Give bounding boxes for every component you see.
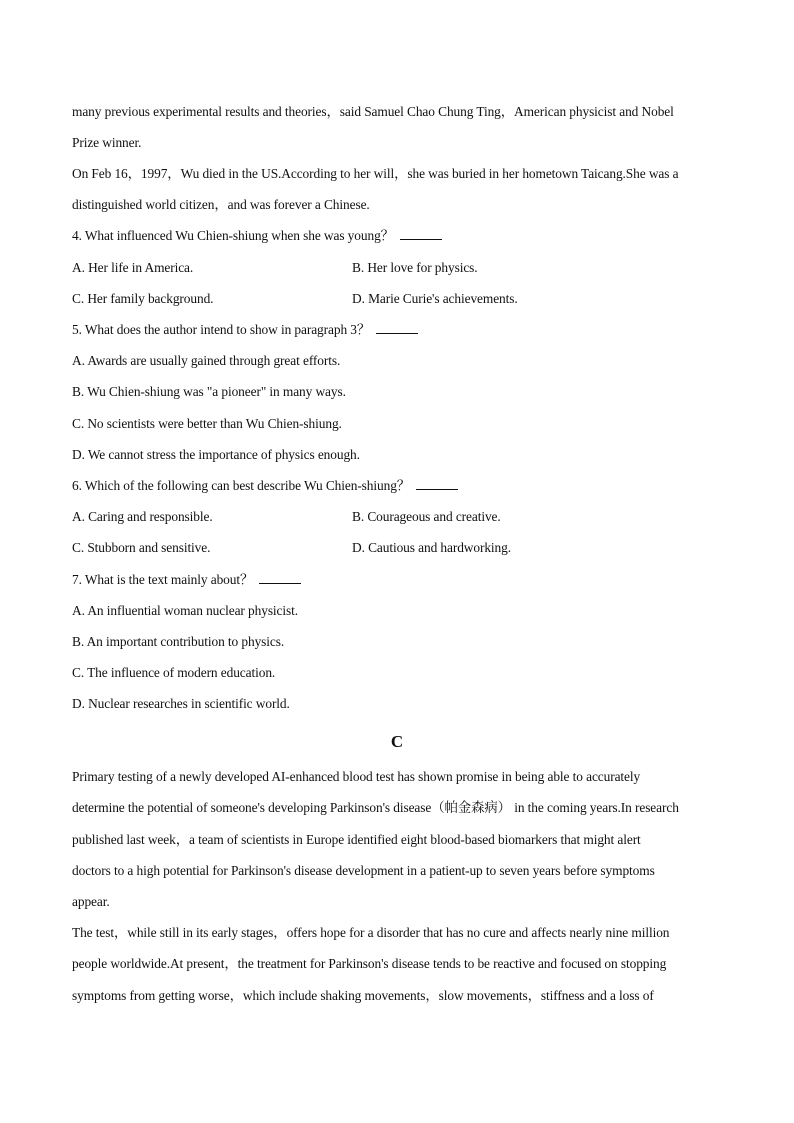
option-6d: D. Cautious and hardworking. — [352, 540, 511, 555]
answer-blank — [376, 322, 418, 334]
option-7b: B. An important contribution to physics. — [72, 634, 285, 649]
passage-line: people worldwide.At present，the treatment for Parkinson's disease tends to be reactive and focused on stopping — [72, 956, 667, 971]
section-heading: C — [390, 732, 404, 751]
passage-line: The test，while still in its early stages，offers hope for a disorder that has no cure and affects nearly nine million — [72, 925, 670, 940]
passage-line: Prize winner. — [72, 135, 142, 150]
passage-line: published last week，a team of scientists in Europe identified eight blood-based biomarkers that might alert — [72, 832, 641, 847]
passage-line: doctors to a high potential for Parkinson's disease development in a patient-up to seven years before symptoms — [72, 863, 655, 878]
answer-blank — [416, 478, 458, 490]
question-5-stem: 5. What does the author intend to show in paragraph 3？ — [72, 322, 418, 338]
option-7c: C. The influence of modern education. — [72, 665, 276, 680]
option-5d: D. We cannot stress the importance of physics enough. — [72, 447, 360, 462]
option-5c: C. No scientists were better than Wu Chien-shiung. — [72, 416, 342, 431]
option-4c: C. Her family background. — [72, 291, 214, 306]
passage-line: many previous experimental results and theories，said Samuel Chao Chung Ting，American physicist and Nobel — [72, 104, 674, 119]
question-6-stem: 6. Which of the following can best describe Wu Chien-shiung？ — [72, 478, 458, 494]
passage-line: On Feb 16，1997，Wu died in the US.According to her will，she was buried in her hometown Taicang.She was a — [72, 166, 679, 181]
question-4-stem: 4. What influenced Wu Chien-shiung when she was young？ — [72, 228, 442, 244]
option-7d: D. Nuclear researches in scientific world. — [72, 696, 290, 711]
option-7a: A. An influential woman nuclear physicist. — [72, 603, 298, 618]
option-5b: B. Wu Chien-shiung was "a pioneer" in many ways. — [72, 384, 346, 399]
answer-blank — [259, 572, 301, 584]
option-4a: A. Her life in America. — [72, 260, 194, 275]
option-5a: A. Awards are usually gained through great efforts. — [72, 353, 341, 368]
option-6c: C. Stubborn and sensitive. — [72, 540, 211, 555]
option-6a: A. Caring and responsible. — [72, 509, 213, 524]
question-7-stem: 7. What is the text mainly about？ — [72, 572, 301, 588]
option-6b: B. Courageous and creative. — [352, 509, 501, 524]
passage-line: symptoms from getting worse，which include shaking movements，slow movements，stiffness and a loss of — [72, 988, 654, 1003]
option-4d: D. Marie Curie's achievements. — [352, 291, 518, 306]
passage-line: appear. — [72, 894, 110, 909]
passage-line: distinguished world citizen，and was forever a Chinese. — [72, 197, 370, 212]
passage-line: Primary testing of a newly developed AI-enhanced blood test has shown promise in being able to accurately — [72, 769, 641, 784]
passage-line: determine the potential of someone's developing Parkinson's disease（帕金森病） in the coming years.In research — [72, 800, 679, 815]
option-4b: B. Her love for physics. — [352, 260, 478, 275]
answer-blank — [400, 228, 442, 240]
